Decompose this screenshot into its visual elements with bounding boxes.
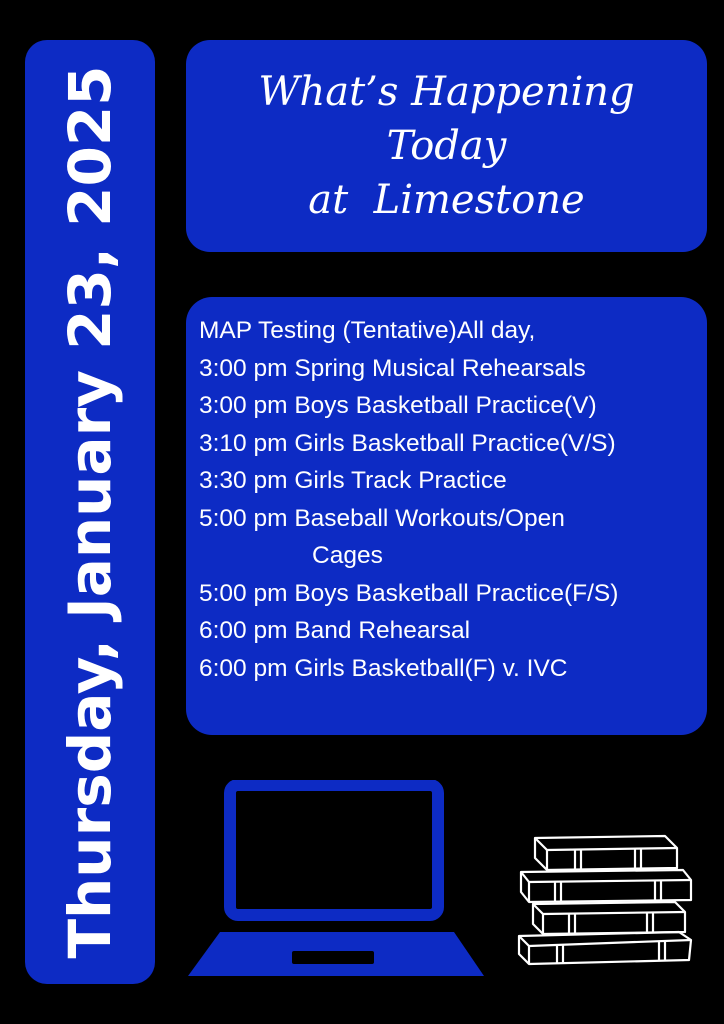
schedule-item: 5:00 pm Baseball Workouts/Open — [199, 504, 565, 532]
schedule-item: MAP Testing (Tentative)All day, — [199, 317, 536, 344]
title-line-3: at Limestone — [308, 177, 585, 223]
schedule-item: 6:00 pm Band Rehearsal — [199, 617, 471, 644]
schedule-item-continuation: Cages — [312, 542, 383, 569]
laptop-icon — [186, 780, 486, 980]
schedule-item: 3:30 pm Girls Track Practice — [199, 467, 507, 494]
schedule-item: 3:00 pm Boys Basketball Practice(V) — [199, 392, 597, 419]
title-line-2: Today — [386, 123, 507, 169]
title-panel — [186, 40, 707, 252]
schedule-item: 3:00 pm Spring Musical Rehearsals — [199, 354, 586, 382]
title-line-1: What’s Happening — [258, 69, 635, 115]
schedule-panel — [186, 297, 707, 735]
schedule-item: 6:00 pm Girls Basketball(F) v. IVC — [199, 654, 568, 682]
schedule-item: 3:10 pm Girls Basketball Practice(V/S) — [199, 429, 616, 457]
schedule-item-continued — [199, 537, 707, 575]
books-stack-icon — [515, 828, 695, 968]
schedule-list — [186, 297, 707, 687]
date-label: Thursday, January 23, 2025 — [56, 65, 124, 959]
schedule-item: 5:00 pm Boys Basketball Practice(F/S) — [199, 579, 619, 607]
